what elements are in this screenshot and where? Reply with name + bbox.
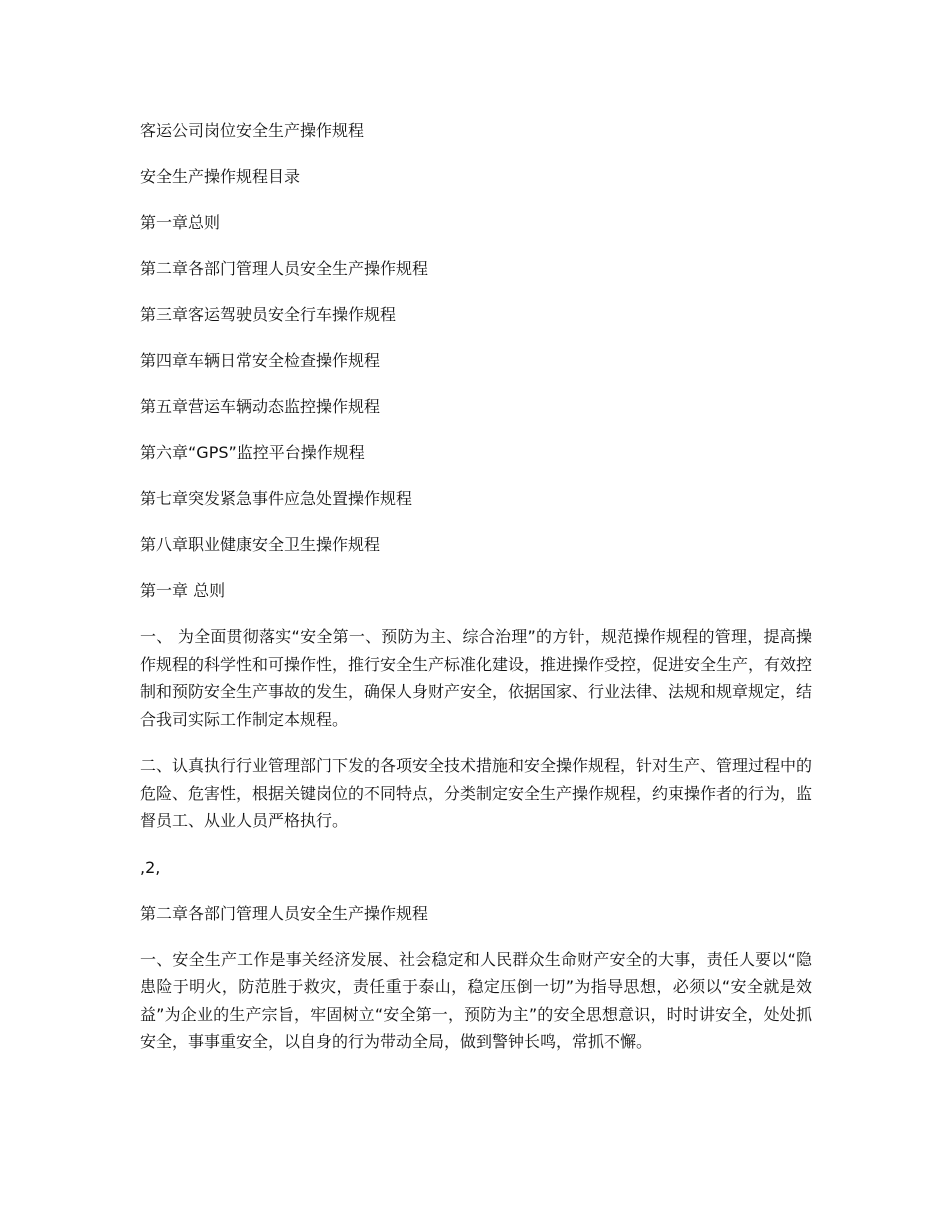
chapter-heading: 第一章 总则 xyxy=(140,581,226,600)
toc-item: 第七章突发紧急事件应急处置操作规程 xyxy=(140,489,413,508)
body-paragraph: 二、认真执行行业管理部门下发的各项安全技术措施和安全操作规程，针对生产、管理过程中的危险、危害性，根据关键岗位的不同特点，分类制定安全生产操作规程，约束操作者的行为，监督员工、从业人员严格执行。 xyxy=(140,756,813,830)
toc-item: 第四章车辆日常安全检查操作规程 xyxy=(140,351,381,370)
toc-item: 第六章“GPS”监控平台操作规程 xyxy=(140,443,365,462)
body-paragraph: 一、 为全面贯彻落实“安全第一、预防为主、综合治理”的方针，规范操作规程的管理，提高操作规程的科学性和可操作性，推行安全生产标准化建设，推进操作受控，促进安全生产，有效控制和预防安全生产事故的发生，确保人身财产安全，依据国家、行业法律、法规和规章规定，结合我司实际工作制定本规程。 xyxy=(140,627,813,729)
page-number: ,2, xyxy=(140,857,161,877)
body-paragraph: 一、安全生产工作是事关经济发展、社会稳定和人民群众生命财产安全的大事，责任人要以“隐患险于明火，防范胜于救灾，责任重于泰山，稳定压倒一切”为指导思想，必须以“安全就是效益”为企业的生产宗旨，牢固树立“安全第一，预防为主”的安全思想意识，时时讲安全，处处抓安全，事事重安全，以自身的行为带动全局，做到警钟长鸣，常抓不懈。 xyxy=(140,949,812,1051)
document-title: 客运公司岗位安全生产操作规程 xyxy=(140,121,365,140)
toc-item: 第五章营运车辆动态监控操作规程 xyxy=(140,397,381,416)
chapter-heading: 第二章各部门管理人员安全生产操作规程 xyxy=(140,903,429,923)
toc-item: 第八章职业健康安全卫生操作规程 xyxy=(140,535,381,554)
document-body xyxy=(140,117,812,1075)
toc-item: 第三章客运驾驶员安全行车操作规程 xyxy=(140,305,397,324)
toc-heading: 安全生产操作规程目录 xyxy=(140,167,301,186)
toc-item: 第二章各部门管理人员安全生产操作规程 xyxy=(140,259,429,278)
toc-item: 第一章总则 xyxy=(140,213,221,232)
